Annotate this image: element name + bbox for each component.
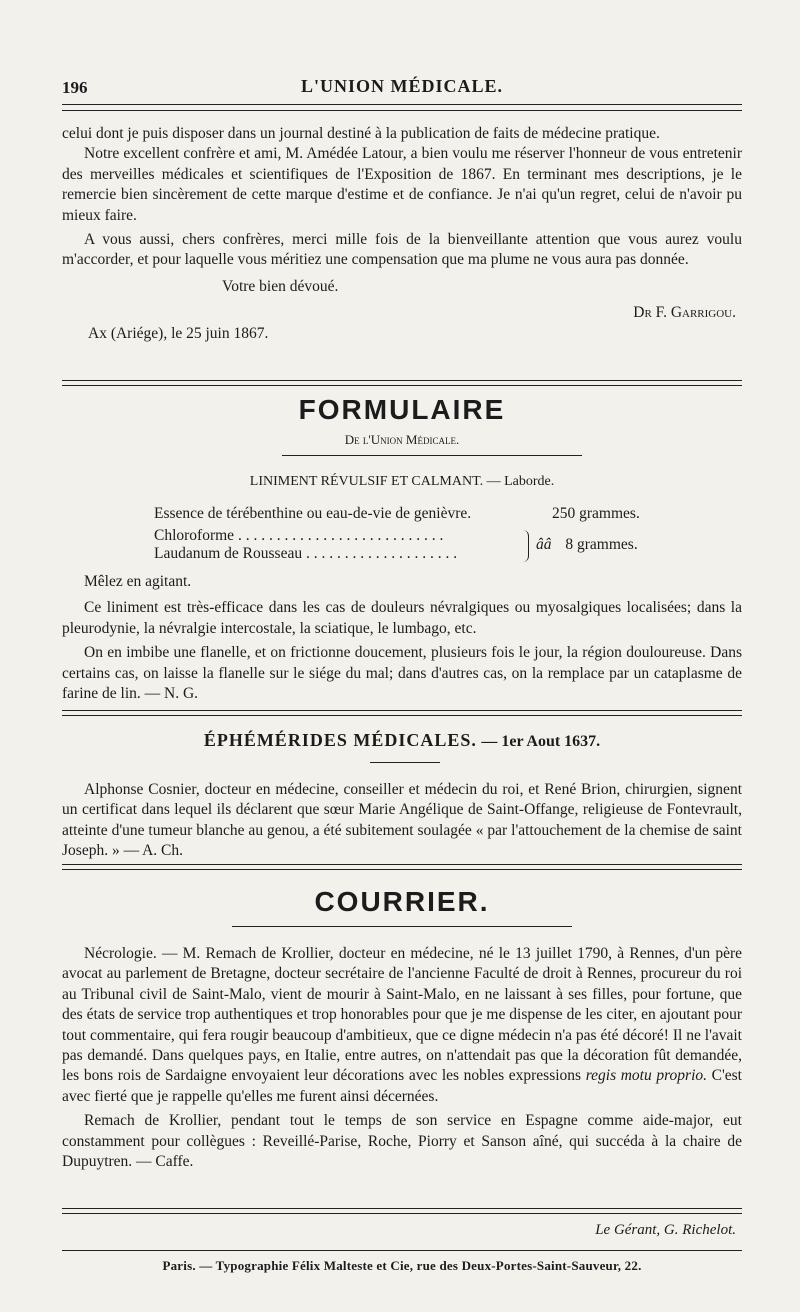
footer-rule-1 — [62, 1208, 742, 1209]
ephemerides-title: ÉPHÉMÉRIDES MÉDICALES. — [203, 730, 477, 750]
printer-imprint: Paris. — Typographie Félix Malteste et Cie, rue des Deux-Portes-Saint-Sauveur, 22. — [162, 1258, 642, 1273]
header-rule — [62, 104, 742, 105]
letter-paragraph-1: celui dont je puis disposer dans un journal destiné à la publication de faits de médecine pratique. — [62, 125, 660, 142]
courrier-paragraph-2: Remach de Krollier, pendant tout le temps de son service en Espagne comme aide-major, eut constamment pour collègues : Reveillé-Parise, Roche, Piorry et Sanson aîné, qui succéda à la chaire de Dupuytren. — Caffe. — [62, 1112, 742, 1171]
section-divider-1 — [62, 380, 742, 381]
formulaire-body — [62, 572, 742, 704]
formulaire-paragraph-1: Ce liniment est très-efficace dans les cas de douleurs névralgiques ou myosalgiques localisées; dans la pleurodynie, la névralgie intercostale, la sciatique, le lumbago, etc. — [62, 599, 742, 637]
ingredient-name: Laudanum de Rousseau . . . . . . . . . . . . . . . . . . . . — [154, 545, 458, 562]
courrier-paragraph-1 — [62, 944, 742, 1107]
section-divider-3b — [62, 869, 742, 870]
shared-qty-value: 8 grammes. — [565, 536, 638, 553]
ingredient-name: Essence de térébenthine ou eau-de-vie de genièvre. — [154, 505, 472, 522]
courrier-title: COURRIER. — [314, 886, 490, 917]
ephemerides-divider — [370, 762, 440, 763]
formulaire-title: FORMULAIRE — [298, 394, 506, 425]
shared-quantity — [536, 536, 638, 554]
courrier-divider — [232, 926, 572, 927]
letter-signature: Dr F. Garrigou. — [633, 304, 736, 322]
recipe-title: LINIMENT RÉVULSIF ET CALMANT. — Laborde. — [249, 474, 555, 489]
ephemerides-date: — 1er Aout 1637. — [481, 733, 601, 750]
letter-paragraph-3: A vous aussi, chers confrères, merci mille fois de la bienveillante attention que vous aurez voulu m'accorder, et pour laquelle vous méritiez une compensation que ma plume ne vous aura pas donnée. — [62, 231, 742, 269]
header-rule-2 — [62, 110, 742, 111]
shared-qty-prefix: ââ — [536, 536, 552, 553]
ingredient-brace — [522, 530, 529, 562]
journal-title: L'UNION MÉDICALE. — [300, 76, 504, 96]
courrier-latin: regis motu proprio. — [585, 1067, 708, 1085]
letter-paragraph-2: Notre excellent confrère et ami, M. Amédée Latour, a bien voulu me réserver l'honneur de vous entretenir des merveilles médicales et scientifiques de l'Exposition de 1867. En terminant mes descriptions, je le remercie bien sincèrement de cette marque d'estime et de confiance. Je n'ai qu'un regret, celui de n'avoir pu mieux faire. — [62, 145, 742, 224]
gerant-line: Le Gérant, G. Richelot. — [595, 1222, 736, 1238]
ingredient-row-3 — [154, 545, 457, 563]
recipe-divider — [282, 455, 582, 456]
ingredient-row-1 — [154, 505, 654, 523]
section-divider-2 — [62, 710, 742, 711]
footer-rule-1b — [62, 1213, 742, 1214]
courrier-body — [62, 944, 742, 1172]
ingredient-name: Chloroforme . . . . . . . . . . . . . . . . . . . . . . . . . . . — [154, 527, 444, 544]
section-divider-3 — [62, 864, 742, 865]
courrier-text: Nécrologie. — M. Remach de Krollier, docteur en médecine, né le 13 juillet 1790, à Rennes, d'un père avocat au parlement de Bretagne, docteur secrétaire de l'ancienne Faculté de droit à Rennes, procureur du roi au Tribunal civil de Saint-Malo, vient de mourir à Saint-Malo, en ne laissant à ses filles, pour fortune, que des états de service trop authentiques et trop honorables pour que je me dispense de les citer, en ajoutant pour tout commentaire, qui fera rougir beaucoup d'ambitieux, que ce digne médecin n'a pas été décoré! Il ne l'avait pas demandé. Dans quelques pays, en Italie, entre autres, on n'attendait pas que la décoration fût demandée, les bons rois de Sardaigne envoyaient leur décorations avec les nobles expressions — [62, 945, 742, 1085]
ephemerides-heading — [62, 730, 742, 751]
ephemerides-body — [62, 780, 742, 862]
letter-place-date: Ax (Ariége), le 25 juin 1867. — [88, 324, 269, 342]
courrier-text-end: C'est avec fierté que je rappelle qu'elles me furent ainsi décernées. — [62, 1067, 742, 1105]
formulaire-paragraph-2: On en imbibe une flanelle, et on frictionne doucement, plusieurs fois le jour, la région douloureuse. Dans certains cas, on laisse la flanelle sur le siége du mal; dans d'autres cas, on la remplace par un cataplasme de farine de lin. — N. G. — [62, 644, 742, 703]
ingredient-qty: 250 grammes. — [552, 505, 640, 522]
section-divider-1b — [62, 385, 742, 386]
letter-closing: Votre bien dévoué. — [222, 277, 339, 295]
footer-rule-2 — [62, 1250, 742, 1251]
section-divider-2b — [62, 715, 742, 716]
page-number: 196 — [62, 78, 88, 97]
letter-section — [62, 124, 742, 344]
formulaire-subtitle: De l'Union Médicale. — [344, 432, 460, 447]
ephemerides-text: Alphonse Cosnier, docteur en médecine, conseiller et médecin du roi, et René Brion, chirurgien, signent un certificat dans lequel ils déclarent que sœur Marie Angélique de Saint-Offange, religieuse de Fontevrault, atteinte d'une tumeur blanche au genou, a été subitement soulagée « par l'attouchement de la chemise de saint Joseph. » — A. Ch. — [62, 781, 742, 860]
recipe-instruction: Mêlez en agitant. — [84, 573, 192, 590]
ingredient-row-2 — [154, 527, 443, 545]
